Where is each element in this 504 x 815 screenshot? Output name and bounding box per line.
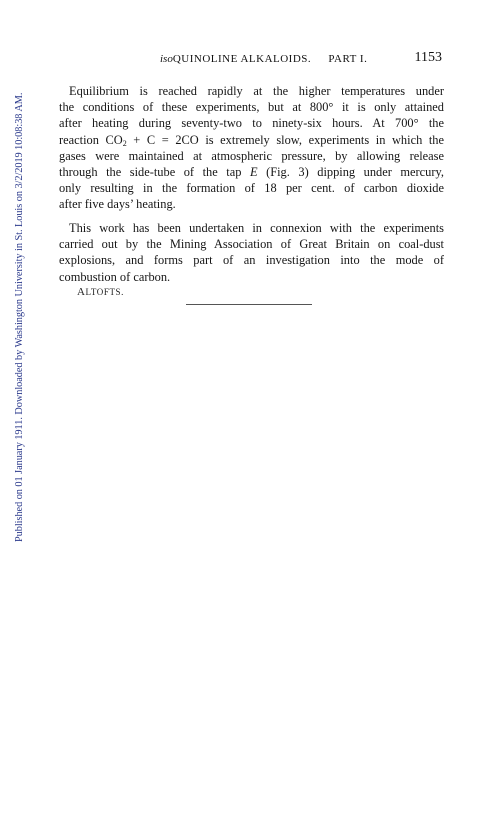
text-line: only resulting in the formation of 18 per cent. of carbon dioxide (59, 181, 444, 196)
location-signoff (77, 286, 124, 298)
text-run: through the side-tube of the tap (59, 165, 250, 180)
text-line (59, 132, 444, 148)
text-line: after heating during seventy-two to ninety-six hours. At 700° the (59, 116, 444, 131)
text-line: explosions, and forms part of an investigation into the mode of (59, 253, 444, 268)
signoff-rest: LTOFTS. (85, 287, 125, 297)
text-line: Equilibrium is reached rapidly at the higher temperatures under (69, 84, 444, 98)
paragraph-acknowledgement (59, 220, 444, 285)
text-line (59, 164, 444, 180)
text-run: + C = 2CO is extremely slow, experiments in which the (126, 132, 444, 147)
italic-letter: E (249, 165, 258, 180)
paragraph-equilibrium (59, 83, 444, 213)
header-part: PART I. (328, 53, 368, 65)
text-line: the conditions of these experiments, but at 800° it is only attained (59, 100, 444, 115)
text-line: after five days’ heating. (59, 197, 176, 212)
page-number: 1153 (414, 50, 442, 65)
text-line: gases were maintained at atmospheric pressure, by allowing release (59, 148, 444, 163)
text-line: This work has been undertaken in connexion with the experiments (69, 221, 444, 235)
running-header (160, 53, 367, 65)
text-line: carried out by the Mining Association of Great Britain on coal-dust (59, 237, 444, 252)
text-run: (Fig. 3) dipping under mercury, (257, 165, 444, 180)
text-line: combustion of carbon. (59, 269, 171, 284)
subscript: 2 (122, 138, 127, 148)
header-title: QUINOLINE ALKALOIDS. (172, 53, 312, 65)
text-run: reaction CO (59, 132, 123, 147)
header-title-italic: iso (160, 53, 173, 65)
download-stamp-text: Published on 01 January 1911. Downloaded by Washington University in St. Louis on 3/2/2019 10:08:38 AM. (14, 92, 25, 542)
download-stamp (2, 62, 25, 542)
section-divider (186, 304, 312, 305)
signoff-initial: A (77, 286, 86, 298)
